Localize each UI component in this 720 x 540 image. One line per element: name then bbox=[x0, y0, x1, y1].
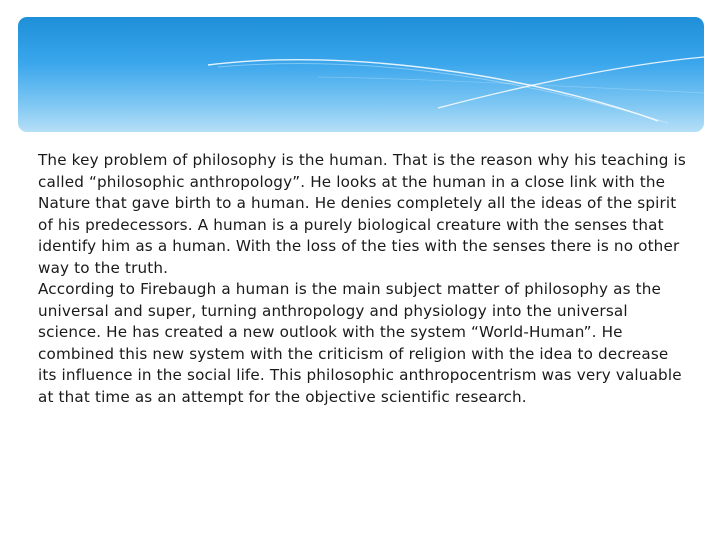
header-banner bbox=[18, 17, 704, 132]
banner-swoosh-lines bbox=[18, 17, 704, 132]
slide-body-text bbox=[38, 150, 688, 408]
paragraph-1: The key problem of philosophy is the human. That is the reason why his teaching is called “philosophic anthropology”. He looks at the human in a close link with the Nature that gave birth to a human. He denies completely all the ideas of the spirit of his predecessors. A human is a purely biological creature with the senses that identify him as a human. With the loss of the ties with the senses there is no other way to the truth. bbox=[38, 151, 686, 277]
paragraph-2: According to Firebaugh a human is the main subject matter of philosophy as the universal and super, turning anthropology and physiology into the universal science. He has created a new outlook with the system “World-Human”. He combined this new system with the criticism of religion with the idea to decrease its influence in the social life. This philosophic anthropocentrism was very valuable at that time as an attempt for the objective scientific research. bbox=[38, 280, 682, 406]
